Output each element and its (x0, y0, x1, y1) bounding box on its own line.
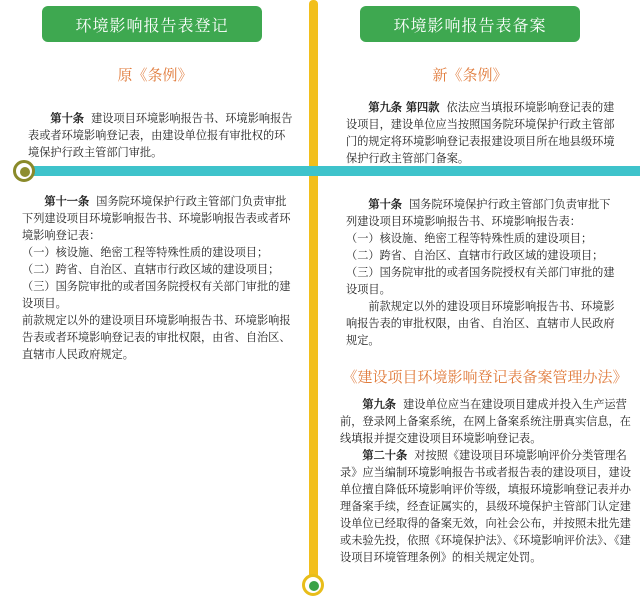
list-item: （三）国务院审批的或者国务院授权有关部门审批的建设项目。 (346, 266, 615, 296)
article-tail: 前款规定以外的建设项目环境影响报告书、环境影响报告表或者环境影响登记表的审批权限，由省、自治区、直辖市人民政府规定。 (22, 314, 291, 361)
article-title: 第十条 (368, 198, 402, 211)
list-item: （三）国务院审批的或者国务院授权有关部门审批的建设项目。 (22, 280, 291, 310)
article-intro: 国务院环境保护行政主管部门负责审批下列建设项目环境影响报告书、环境影响报告表或者环境影响登记表： (22, 195, 291, 242)
timeline-horizontal (18, 166, 640, 176)
timeline-node-bottom (302, 574, 324, 596)
subtitle-new-regulation: 新《条例》 (432, 66, 508, 84)
article-body: 对按照《建设项目环境影响评价分类管理名录》应当编制环境影响报告书或者报告表的建设项目，建设单位擅自降低环境影响评价等级，填报环境影响登记表并办理备案手续，经查证属实的，县级环境保护主管部门认定建设单位已经取得的备案无效，向社会公布，并按照未批先建或未验先投，依照《环境保护法》、《环境影响评价法》、《建设项目环境管理条例》的相关规定处罚。 (340, 449, 631, 564)
header-filing: 环境影响报告表备案 (360, 6, 580, 42)
article-body: 建设项目环境影响报告书、环境影响报告表或者环境影响登记表，由建设单位报有审批权的环境保护行政主管部门审批。 (28, 112, 293, 159)
timeline-vertical (309, 0, 318, 590)
old-article-10 (28, 110, 294, 161)
article-intro: 国务院环境保护行政主管部门负责审批下列建设项目环境影响报告书、环境影响报告表： (346, 198, 611, 228)
article-title: 第九条 第四款 (368, 101, 440, 114)
article-title: 第十一条 (44, 195, 90, 208)
article-title: 第十条 (50, 112, 84, 125)
article-body: 建设单位应当在建设项目建成并投入生产运营前，登录网上备案系统，在网上备案系统注册真实信息，在线填报并提交建设项目环境影响登记表。 (340, 398, 631, 445)
article-title: 第九条 (362, 398, 396, 411)
header-registration: 环境影响报告表登记 (42, 6, 262, 42)
new-article-9 (346, 99, 616, 167)
article-title: 第二十条 (362, 449, 408, 462)
list-item: （二）跨省、自治区、直辖市行政区域的建设项目； (22, 263, 280, 276)
list-item: （一）核设施、绝密工程等特殊性质的建设项目； (346, 232, 593, 245)
list-item: （一）核设施、绝密工程等特殊性质的建设项目； (22, 246, 269, 259)
timeline-node-left (13, 160, 35, 182)
list-item: （二）跨省、自治区、直辖市行政区域的建设项目； (346, 249, 604, 262)
old-article-11 (22, 193, 294, 363)
procedure-articles (340, 396, 632, 566)
new-article-10 (346, 196, 618, 349)
article-tail: 前款规定以外的建设项目环境影响报告书、环境影响报告表的审批权限，由省、自治区、直辖市人民政府规定。 (346, 300, 615, 347)
subtitle-filing-procedure: 《建设项目环境影响登记表备案管理办法》 (342, 368, 628, 386)
article-body: 依法应当填报环境影响登记表的建设项目，建设单位应当按照国务院环境保护行政主管部门的规定将环境影响登记表报建设项目所在地县级环境保护行政主管部门备案。 (346, 101, 615, 165)
subtitle-old-regulation: 原《条例》 (117, 66, 193, 84)
